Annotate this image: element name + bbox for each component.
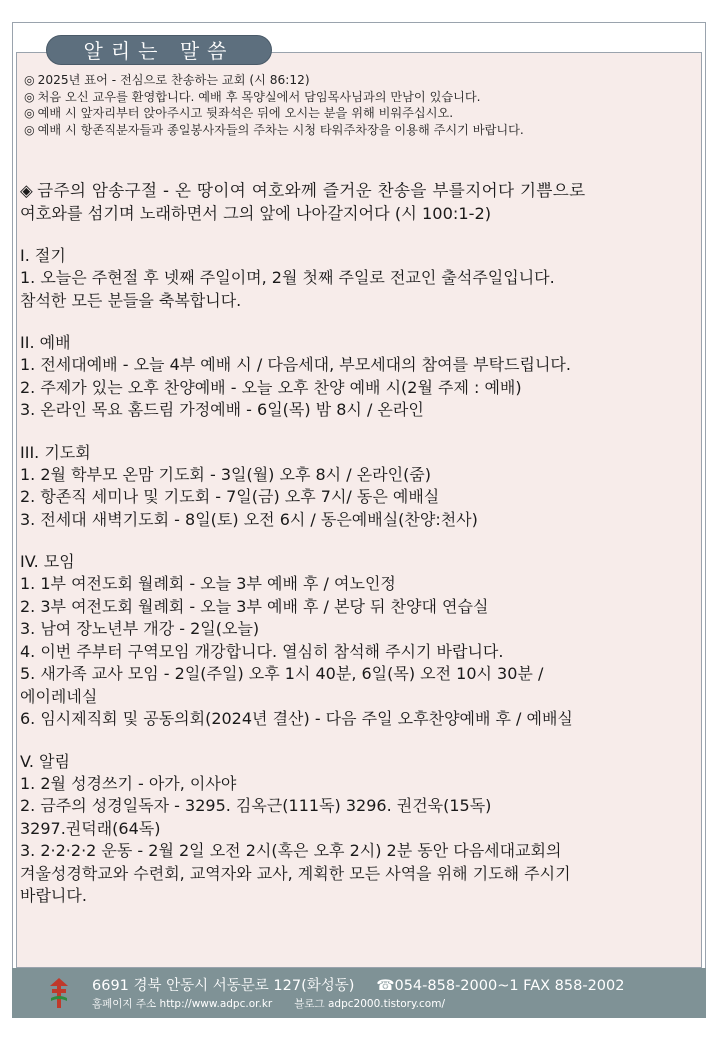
list-item: 3. 남여 장노년부 개강 - 2일(오늘): [20, 619, 260, 638]
section-notices: [20, 751, 670, 908]
section-prayer: [20, 442, 670, 532]
list-item: 2. 금주의 성경일독자 - 3295. 김옥근(111독) 3296. 권건욱(15독): [20, 796, 492, 815]
list-item: 6. 임시제직회 및 공동의회(2024년 결산) - 다음 주일 오후찬양예배 후 / 예배실: [20, 709, 573, 728]
list-item: 1. 2월 성경쓰기 - 아가, 이사야: [20, 773, 237, 793]
notice-item: ◎ 처음 오신 교우를 환영합니다. 예배 후 목양실에서 담임목사님과의 만남이 있습니다.: [24, 89, 481, 104]
notice-item: ◎ 예배 시 앞자리부터 앉아주시고 뒷좌석은 뒤에 오시는 분을 위해 비워주십시오.: [24, 106, 454, 120]
list-item: 2. 주제가 있는 오후 찬양예배 - 오늘 오후 찬양 예배 시(2월 주제 : 예배): [20, 377, 522, 397]
notice-list: [24, 72, 694, 138]
section-heading: IV. 모임: [20, 552, 75, 571]
list-item: 바랍니다.: [20, 886, 87, 905]
section-season: [20, 245, 670, 312]
list-item: 3. 온라인 목요 홈드림 가정예배 - 6일(목) 밤 8시 / 온라인: [20, 400, 424, 419]
list-item: 1. 전세대예배 - 오늘 4부 예배 시 / 다음세대, 부모세대의 참여를 부탁드립니다.: [20, 355, 571, 374]
circle-bullet-icon: ◎: [24, 122, 35, 137]
footer-contact: [92, 974, 624, 995]
footer-phone: ☎054-858-2000~1 FAX 858-2002: [376, 978, 625, 994]
homepage-link[interactable]: 홈페이지 주소 http://www.adpc.or.kr: [92, 998, 273, 1010]
section-heading: II. 예배: [20, 333, 71, 352]
list-item: 3297.권덕래(64독): [20, 818, 161, 838]
church-cross-logo-icon: [48, 976, 70, 1010]
list-item: 1. 1부 여전도회 월례회 - 오늘 3부 예배 후 / 여노인정: [20, 574, 396, 593]
list-item: 겨울성경학교와 수련회, 교역자와 교사, 계획한 모든 사역을 위해 기도해 주시기: [20, 863, 571, 883]
footer: [12, 968, 706, 1018]
section-meetings: [20, 551, 670, 731]
list-item: 1. 2월 학부모 온맘 기도회 - 3일(월) 오후 8시 / 온라인(줌): [20, 464, 432, 484]
list-item: 2. 항존직 세미나 및 기도회 - 7일(금) 오후 7시/ 동은 예배실: [20, 487, 440, 506]
notice-item: ◎ 2025년 표어 - 전심으로 찬송하는 교회 (시 86:12): [24, 73, 310, 87]
list-item: 2. 3부 여전도회 월례회 - 오늘 3부 예배 후 / 본당 뒤 찬양대 연습실: [20, 596, 489, 616]
page-title: 알리는 말씀: [46, 35, 272, 65]
announcement-content: [20, 180, 670, 908]
list-item: 5. 새가족 교사 모임 - 2일(주일) 오후 1시 40분, 6일(목) 오전 10시 30분 /: [20, 664, 544, 683]
section-heading: III. 기도회: [20, 442, 91, 462]
list-item: 참석한 모든 분들을 축복합니다.: [20, 290, 242, 310]
list-item: 1. 오늘은 주현절 후 넷째 주일이며, 2월 첫째 주일로 전교인 출석주일입니다.: [20, 268, 555, 287]
circle-bullet-icon: ◎: [24, 73, 35, 87]
circle-bullet-icon: ◎: [24, 89, 35, 104]
footer-links: [92, 996, 445, 1011]
list-item: 4. 이번 주부터 구역모임 개강합니다. 열심히 참석해 주시기 바랍니다.: [20, 641, 504, 661]
memory-verse: ◈ 금주의 암송구절 - 온 땅이여 여호와께 즐거운 찬송을 부를지어다 기쁨으로: [20, 181, 586, 200]
section-heading: V. 알림: [20, 751, 70, 771]
list-item: 에이레네실: [20, 686, 98, 706]
section-heading: I. 절기: [20, 246, 66, 265]
list-item: 3. 2·2·2·2 운동 - 2월 2일 오전 2시(혹은 오후 2시) 2분 동안 다음세대교회의: [20, 841, 562, 860]
section-worship: [20, 332, 670, 422]
memory-verse-line: 여호와를 섬기며 노래하면서 그의 앞에 나아갈지어다 (시 100:1-2): [20, 203, 492, 223]
footer-address: 6691 경북 안동시 서동문로 127(화성동): [92, 978, 355, 994]
blog-link[interactable]: 블로그 adpc2000.tistory.com/: [294, 998, 445, 1010]
list-item: 3. 전세대 새벽기도회 - 8일(토) 오전 6시 / 동은예배실(찬양:천사): [20, 509, 478, 529]
diamond-bullet-icon: ◈: [20, 181, 34, 200]
notice-item: ◎ 예배 시 항존직분자들과 종일봉사자들의 주차는 시청 타워주차장을 이용해 주시기 바랍니다.: [24, 122, 524, 137]
circle-bullet-icon: ◎: [24, 106, 35, 120]
